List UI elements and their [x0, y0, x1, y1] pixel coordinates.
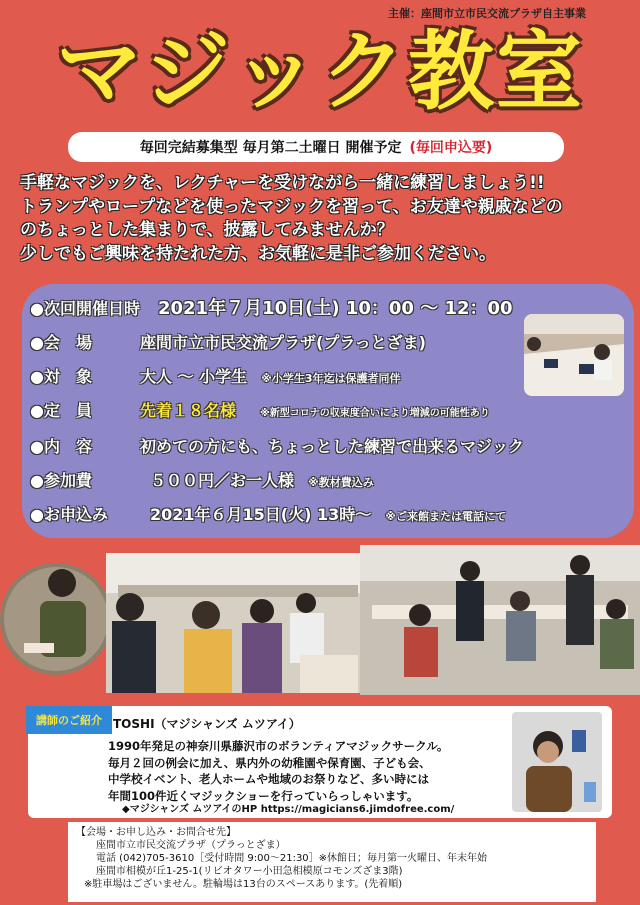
apply-row	[30, 502, 506, 525]
magic-lesson-photo	[524, 314, 624, 396]
capacity-label: ●定 員	[30, 401, 92, 420]
intro-line: トランプやロープなどを使ったマジックを習って、お友達や親戚などの	[20, 196, 563, 217]
venue-value: 座間市立市民交流プラザ(プラっとざま)	[140, 333, 426, 352]
target-value: 大人 ～ 小学生	[140, 367, 248, 386]
instructor-name: TOSHI（マジシャンズ ムツアイ）	[113, 717, 301, 731]
venue-row	[30, 330, 426, 353]
apply-note: ※ご来館または電話にて	[385, 510, 506, 523]
bio-line: 1990年発足の神奈川県藤沢市のボランティアマジックサークル。	[108, 739, 449, 753]
date-row	[30, 294, 513, 320]
date-value: 2021年７月10日(土) 10：00 ～ 12：00	[157, 298, 513, 319]
parking-note: ※駐車場はございません。駐輪場は13台のスペースあります。(先着順)	[84, 879, 403, 890]
instructor-tag: 講師のご紹介	[26, 706, 112, 734]
contact-header: 【会場・お申し込み・お問合せ先】	[76, 827, 236, 838]
contact-panel	[68, 822, 596, 902]
target-row	[30, 364, 401, 387]
schedule-text: 毎回完結募集型 毎月第二土曜日 開催予定	[139, 140, 402, 156]
capacity-row	[30, 398, 490, 421]
intro-line: のちょっとした集まりで、披露してみませんか？	[20, 220, 394, 240]
bio-line: 毎月２回の例会に加え、県内外の幼稚園や保育園、子ども会、	[108, 755, 431, 770]
contact-address: 座間市相模が丘1-25-1(リビオタワー小田急相模原コモンズざま3階)	[96, 866, 403, 877]
bio-line: 中学校イベント、老人ホームや地域のお祭りなど、多い時には	[108, 772, 429, 786]
contact-phone: 電話 (042)705-3610［受付時間 9:00～21:30］※休館日；毎月第一火曜日、年末年始	[96, 853, 488, 864]
intro-line: 手軽なマジックを、レクチャーを受けながら一緒に練習しましょう!!	[20, 173, 545, 193]
event-photos	[0, 545, 640, 695]
target-label: ●対 象	[30, 367, 92, 386]
instructor-photo	[512, 712, 602, 812]
capacity-note: ※新型コロナの収束度合いにより増減の可能性あり	[260, 408, 490, 419]
instructor-bio	[108, 738, 508, 804]
intro-text	[20, 172, 632, 266]
homepage-link[interactable]: ◆マジシャンズ ムツアイのHP https://magicians6.jimdofree.com/	[122, 804, 455, 815]
content-label: ●内 容	[30, 437, 92, 456]
fee-value: ５００円／お一人様	[150, 471, 295, 490]
schedule-banner	[68, 132, 564, 162]
target-note: ※小学生3年迄は保護者同伴	[261, 372, 401, 385]
content-value: 初めての方にも、ちょっとした練習で出来るマジック	[140, 437, 525, 456]
event-details-panel	[22, 284, 634, 538]
organizer-note: 主催：座間市立市民交流プラザ自主事業	[388, 7, 586, 20]
fee-row	[30, 468, 374, 491]
content-row	[30, 434, 524, 457]
date-label: ●次回開催日時	[30, 299, 140, 318]
apply-label: ●お申込み	[30, 505, 108, 524]
fee-label: ●参加費	[30, 471, 92, 490]
capacity-value: 先着１８名様	[140, 401, 237, 420]
fee-note: ※教材費込み	[308, 476, 374, 489]
bio-line: 年間100件近くマジックショーを行っていらっしゃいます。	[108, 788, 419, 803]
apply-value: 2021年６月15日(火) 13時～	[150, 505, 372, 524]
page-title: マジック教室	[56, 22, 584, 122]
intro-line: 少しでもご興味を持たれた方、お気軽に是非ご参加ください。	[20, 243, 496, 264]
venue-label: ●会 場	[30, 333, 92, 352]
application-required-note: (毎回申込要)	[409, 140, 493, 156]
contact-venue: 座間市立市民交流プラザ（プラっとざま）	[96, 840, 286, 851]
